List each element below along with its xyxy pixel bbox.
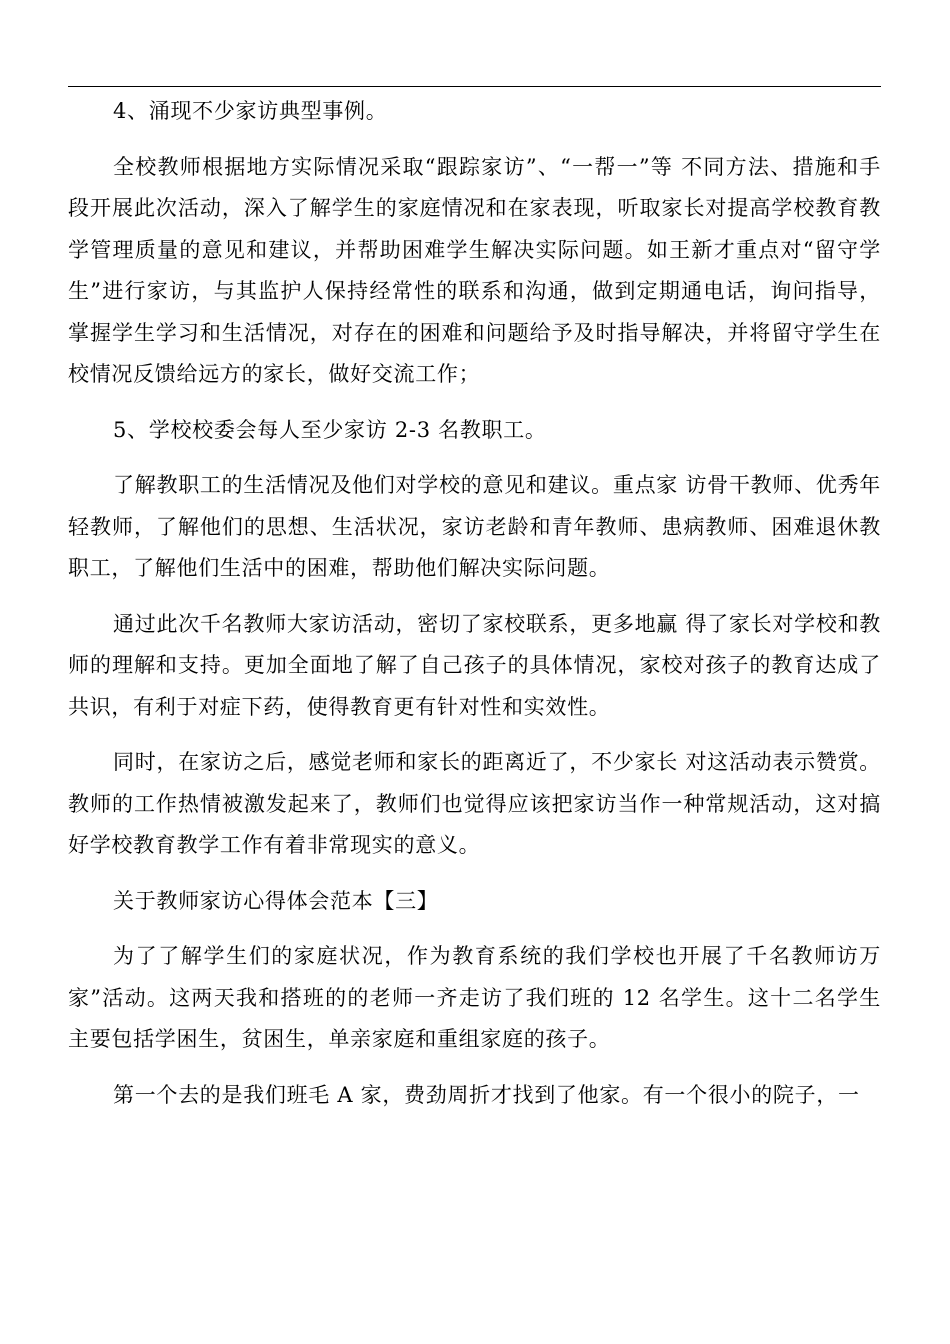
paragraph-item-5-heading: 5、学校校委会每人至少家访 2-3 名教职工。: [113, 417, 547, 442]
paragraph-home-visit-methods: 全校教师根据地方实际情况采取“跟踪家访”、“一帮一”等 不同方法、措施和手段开展此次活动，深入了解学生的家庭情况和在家表现，听取家长对提高学校教育教学管理质量的意见和建议，并帮助困难学生解决实际问题。如王新才重点对“留守学生”进行家访，与其监护人保持经常性的联系和沟通，做到定期通电话，询问指导，掌握学生学习和生活情况，对存在的困难和问题给予及时指导解决，并将留守学生在校情况反馈给远方的家长，做好交流工作；: [68, 154, 881, 386]
paragraph-staff-visits: 了解教职工的生活情况及他们对学校的意见和建议。重点家 访骨干教师、优秀年轻教师，了解他们的思想、生活状况，家访老龄和青年教师、患病教师、困难退休教职工，了解他们生活中的困难，帮助他们解决实际问题。: [68, 473, 881, 580]
paragraph-teacher-parent-distance: 同时，在家访之后，感觉老师和家长的距离近了，不少家长 对这活动表示赞赏。教师的工作热情被激发起来了，教师们也觉得应该把家访当作一种常规活动，这对搞好学校教育教学工作有着非常现实的意义。: [68, 750, 881, 857]
header-rule: [68, 86, 881, 87]
paragraph-outcomes: 通过此次千名教师大家访活动，密切了家校联系，更多地赢 得了家长对学校和教师的理解和支持。更加全面地了解了自己孩子的具体情况，家校对孩子的教育达成了共识，有利于对症下药，使得教育更有针对性和实效性。: [68, 611, 881, 719]
paragraph-visit-twelve-students: 为了了解学生们的家庭状况，作为教育系统的我们学校也开展了千名教师访万家”活动。这两天我和搭班的的老师一齐走访了我们班的 12 名学生。这十二名学生主要包括学困生，贫困生，单亲家庭和重组家庭的孩子。: [68, 944, 881, 1051]
paragraph-first-visit: 第一个去的是我们班毛 A 家，费劲周折才找到了他家。有一个很小的院子，一: [113, 1082, 860, 1107]
paragraph-item-4-heading: 4、涌现不少家访典型事例。: [113, 99, 388, 123]
document-body: [68, 91, 881, 1116]
section-heading-part-three: 关于教师家访心得体会范本【三】: [113, 888, 439, 913]
